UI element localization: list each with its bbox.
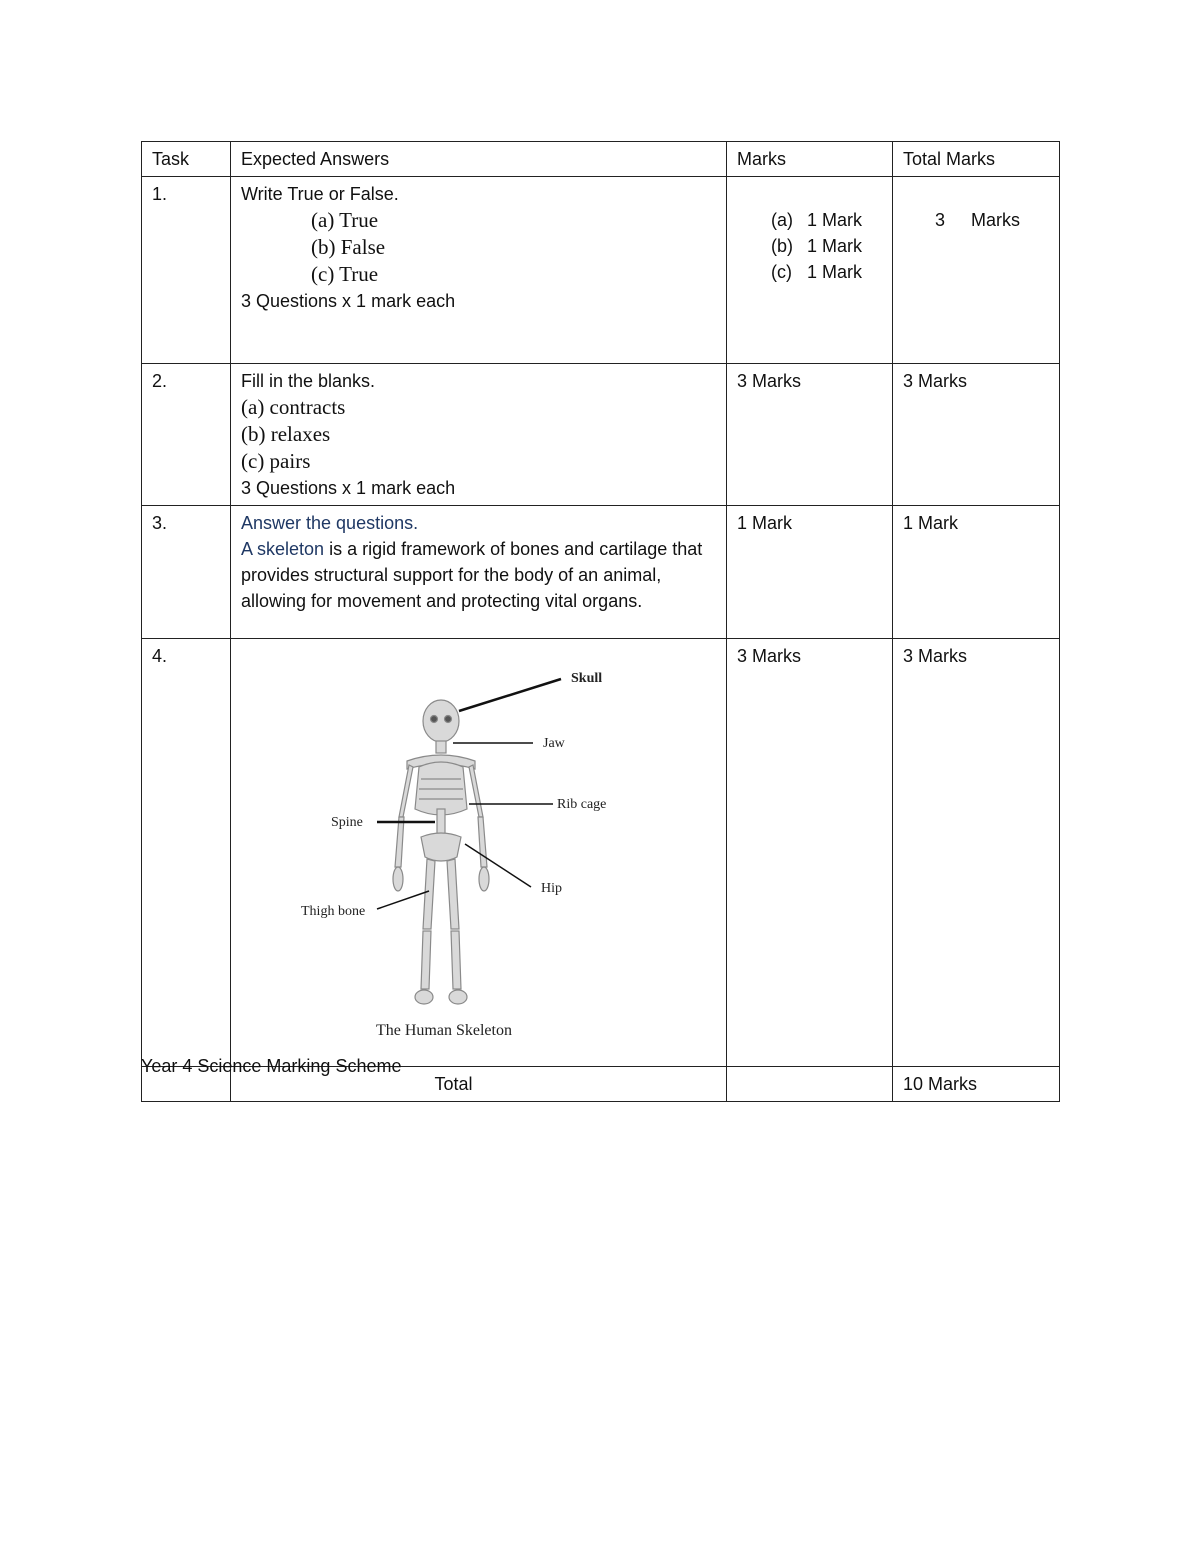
answer-definition: is a rigid framework of bones and cartilage that provides structural support for the body of an animal, allowing for movement and protecting vital organs. bbox=[241, 539, 703, 611]
spine-label: Spine bbox=[331, 815, 363, 830]
answer-b: (b) relaxes bbox=[241, 422, 331, 446]
footer-caption: Year 4 Science Marking Scheme bbox=[141, 1056, 402, 1076]
total-marks-cell: 3 Marks bbox=[893, 639, 1060, 1067]
mark-label: (b) bbox=[771, 236, 793, 256]
expected-answers-cell bbox=[231, 506, 727, 639]
expected-answers-cell bbox=[231, 177, 727, 364]
task-number: 2. bbox=[142, 364, 231, 506]
answer-term: A skeleton bbox=[241, 539, 325, 559]
answer-c: (c) pairs bbox=[241, 449, 311, 473]
task-number: 3. bbox=[142, 506, 231, 639]
header-expected-answers: Expected Answers bbox=[231, 142, 727, 177]
marking-scheme-table bbox=[141, 141, 1060, 1102]
skull-label: Skull bbox=[571, 671, 603, 686]
total-word: Marks bbox=[971, 210, 1021, 230]
jaw-label: Jaw bbox=[543, 736, 565, 751]
marks-cell: 3 Marks bbox=[727, 639, 893, 1067]
mark-item bbox=[737, 207, 882, 233]
total-marks-cell bbox=[893, 177, 1060, 364]
empty-cell bbox=[727, 1067, 893, 1102]
marks-cell: 1 Mark bbox=[727, 506, 893, 639]
mark-item bbox=[737, 259, 882, 285]
mark-value: 1 Mark bbox=[807, 236, 863, 256]
expected-answers-cell bbox=[231, 639, 727, 1067]
answer-text bbox=[241, 536, 716, 614]
answer-a: (a) contracts bbox=[241, 395, 346, 419]
total-number: 3 bbox=[935, 210, 946, 230]
human-skeleton-diagram bbox=[231, 639, 725, 1059]
task-number: 4. bbox=[142, 639, 231, 1067]
task-number: 1. bbox=[142, 177, 231, 364]
task-row-4 bbox=[142, 639, 1060, 1067]
thigh-bone-pointer bbox=[377, 891, 429, 909]
diagram-caption: The Human Skeleton bbox=[376, 1022, 512, 1039]
instruction: Answer the questions. bbox=[241, 513, 419, 533]
header-total-marks: Total Marks bbox=[893, 142, 1060, 177]
thigh-bone-label: Thigh bone bbox=[301, 904, 366, 919]
answer-b: (b) False bbox=[311, 235, 386, 259]
task-row-2 bbox=[142, 364, 1060, 506]
header-row bbox=[142, 142, 1060, 177]
task-row-1 bbox=[142, 177, 1060, 364]
rib-cage-label: Rib cage bbox=[557, 797, 607, 812]
instruction: Write True or False. bbox=[241, 184, 399, 204]
marks-cell: 3 Marks bbox=[727, 364, 893, 506]
mark-item bbox=[737, 233, 882, 259]
mark-label: (a) bbox=[771, 210, 793, 230]
mark-value: 1 Mark bbox=[807, 210, 863, 230]
expected-answers-cell bbox=[231, 364, 727, 506]
mark-value: 1 Mark bbox=[807, 262, 863, 282]
answer-c: (c) True bbox=[311, 262, 379, 286]
total-label: Total bbox=[434, 1074, 473, 1094]
header-task: Task bbox=[142, 142, 231, 177]
total-marks-cell: 3 Marks bbox=[893, 364, 1060, 506]
skeleton-figure bbox=[393, 700, 489, 1004]
instruction: Fill in the blanks. bbox=[241, 371, 376, 391]
marks-note: 3 Questions x 1 mark each bbox=[241, 478, 456, 498]
hip-pointer bbox=[465, 844, 531, 887]
mark-label: (c) bbox=[771, 262, 792, 282]
total-marks-cell: 1 Mark bbox=[893, 506, 1060, 639]
task-row-3 bbox=[142, 506, 1060, 639]
skull-pointer bbox=[459, 679, 561, 711]
hip-label: Hip bbox=[541, 881, 562, 896]
grand-total-cell: 10 Marks bbox=[893, 1067, 1060, 1102]
answer-a: (a) True bbox=[311, 208, 379, 232]
marks-cell bbox=[727, 177, 893, 364]
marks-note: 3 Questions x 1 mark each bbox=[241, 291, 456, 311]
header-marks: Marks bbox=[727, 142, 893, 177]
